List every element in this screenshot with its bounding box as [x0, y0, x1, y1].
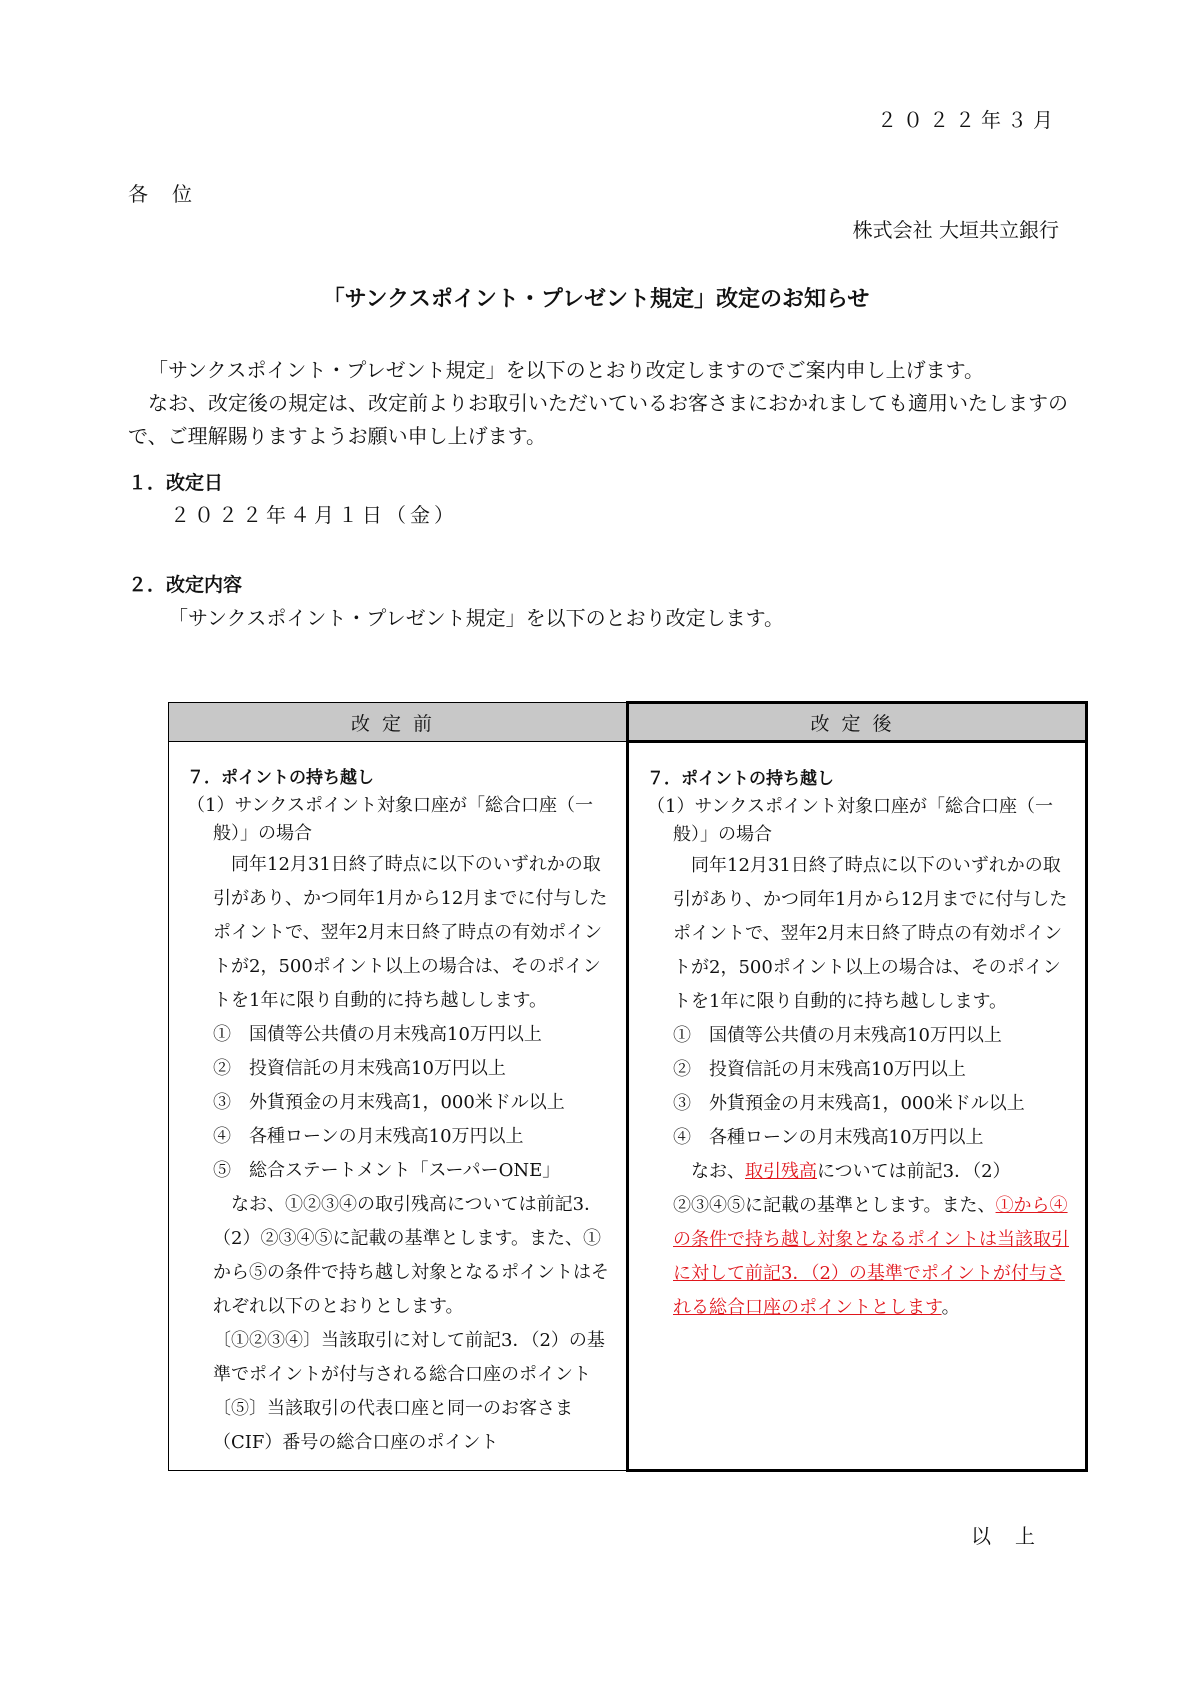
after-subtitle: （1）サンクスポイント対象口座が「総合口座（一 [647, 796, 1054, 817]
before-subtitle-cont: 般）」の場合 [213, 823, 312, 844]
before-subtitle: （1）サンクスポイント対象口座が「総合口座（一 [187, 795, 594, 816]
after-column-header: 改定後 [628, 703, 1087, 742]
before-list-item: ⑤ 総合ステートメント「スーパーONE」 [213, 1160, 561, 1181]
section-2-heading: ２．改定内容 [128, 574, 243, 596]
document-title: 「サンクスポイント・プレゼント規定」改定のお知らせ [322, 287, 870, 312]
after-list-item: ④ 各種ローンの月末残高10万円以上 [673, 1127, 984, 1148]
after-note [647, 1155, 1075, 1325]
revised-text-highlight: ①から④の条件で持ち越し対象となるポイントは当該取引に対して前記3．（2）の基準でポイントが付与される総合口座のポイントとします [673, 1195, 1069, 1318]
section-1-body: ２０２２年４月１日（金） [170, 503, 458, 527]
before-list-item: ② 投資信託の月末残高10万円以上 [213, 1058, 506, 1079]
before-detail-2: 〔⑤〕当該取引の代表口座と同一のお客さま（CIF）番号の総合口座のポイント [213, 1398, 573, 1453]
before-detail-1: 〔①②③④〕当該取引に対して前記3．（2）の基準でポイントが付与される総合口座のポイント [213, 1330, 605, 1385]
revised-text-highlight: 取引残高 [745, 1161, 817, 1182]
before-paragraph: 同年12月31日終了時点に以下のいずれかの取引があり、かつ同年1月から12月までに付与したポイントで、翌年2月末日終了時点の有効ポイントが2，500ポイント以上の場合は、そのポイントを1年に限り自動的に持ち越しします。 [213, 854, 608, 1011]
after-list-item: ① 国債等公共債の月末残高10万円以上 [673, 1025, 1002, 1046]
before-cell [169, 742, 628, 1471]
issuer-name: 株式会社 大垣共立銀行 [852, 218, 1059, 242]
before-list-item: ① 国債等公共債の月末残高10万円以上 [213, 1024, 542, 1045]
intro-text [128, 354, 1068, 453]
after-note-middle: については前記3．（2）②③④⑤に記載の基準とします。また、 [673, 1161, 1011, 1216]
after-item-title: ７．ポイントの持ち越し [647, 769, 834, 789]
before-item-title: ７．ポイントの持ち越し [187, 768, 374, 788]
after-cell [628, 742, 1087, 1471]
closing-mark: 以上 [971, 1524, 1059, 1548]
after-subtitle-cont: 般）」の場合 [673, 824, 772, 845]
after-list-item: ③ 外貨預金の月末残高1，000米ドル以上 [673, 1093, 1025, 1114]
section-2-body: 「サンクスポイント・プレゼント規定」を以下のとおり改定します。 [168, 606, 784, 630]
before-column-header: 改定前 [169, 703, 628, 742]
before-note: なお、①②③④の取引残高については前記3．（2）②③④⑤に記載の基準とします。また、①から⑤の条件で持ち越し対象となるポイントはそれぞれ以下のとおりとします。 [213, 1194, 609, 1317]
document-date: ２０２２年３月 [877, 108, 1059, 132]
after-list-item: ② 投資信託の月末残高10万円以上 [673, 1059, 966, 1080]
before-list-item: ④ 各種ローンの月末残高10万円以上 [213, 1126, 524, 1147]
revision-comparison-table [168, 701, 1088, 1472]
section-1-heading: １．改定日 [128, 472, 224, 494]
intro-paragraph-2: なお、改定後の規定は、改定前よりお取引いただいているお客さまにおかれましても適用いたしますので、ご理解賜りますようお願い申し上げます。 [128, 391, 1068, 448]
after-note-end: 。 [941, 1297, 960, 1318]
after-paragraph: 同年12月31日終了時点に以下のいずれかの取引があり、かつ同年1月から12月までに付与したポイントで、翌年2月末日終了時点の有効ポイントが2，500ポイント以上の場合は、そのポイントを1年に限り自動的に持ち越しします。 [673, 855, 1068, 1012]
addressee: 各位 [128, 182, 216, 206]
after-note-lead: なお、 [691, 1161, 745, 1182]
before-list-item: ③ 外貨預金の月末残高1，000米ドル以上 [213, 1092, 565, 1113]
intro-paragraph-1: 「サンクスポイント・プレゼント規定」を以下のとおり改定しますのでご案内申し上げます。 [148, 358, 984, 382]
table-header-row [169, 703, 1087, 742]
table-row [169, 742, 1087, 1471]
